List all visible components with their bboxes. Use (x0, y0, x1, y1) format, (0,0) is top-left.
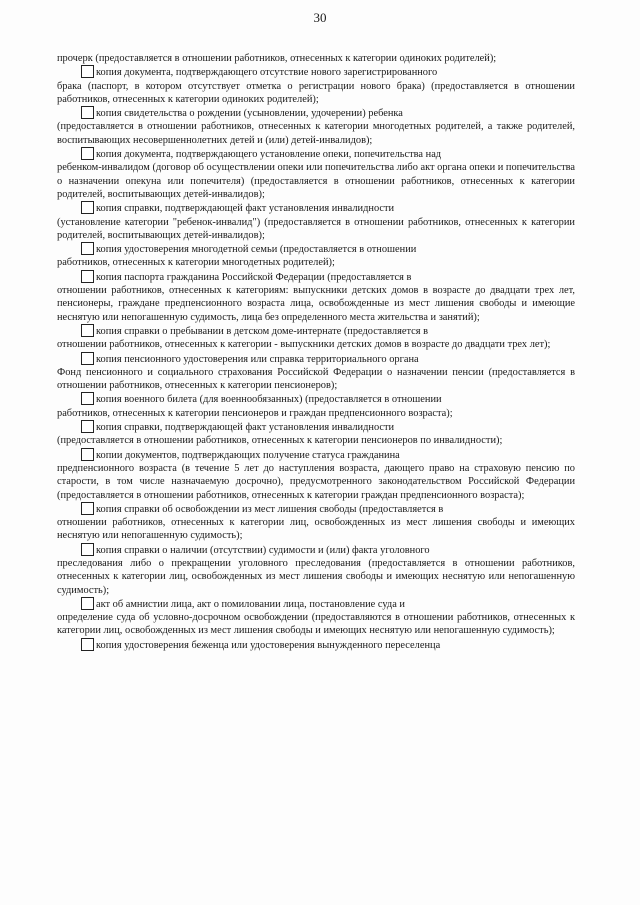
checkbox[interactable] (81, 420, 94, 433)
item-continuation: предпенсионного возраста (в течение 5 лет до наступления возраста, дающего право на страховую пенсию по старости, в том числе назначаемую досрочно), предусмотренного законодательством Российской Федерации (предоставляется в отношении работников, отнесенных к категории граждан предпенсионного возраста); (57, 462, 575, 501)
checklist-item (57, 270, 575, 324)
item-continuation: (предоставляется в отношении работников, отнесенных к категории пенсионеров по инвалидности); (57, 435, 503, 447)
item-continuation: работников, отнесенных к категории многодетных родителей); (57, 257, 335, 269)
checklist-item (57, 448, 575, 502)
checklist-item (57, 352, 575, 393)
checkbox[interactable] (81, 543, 94, 556)
checkbox[interactable] (81, 597, 94, 610)
item-continuation: брака (паспорт, в котором отсутствует отметка о регистрации нового брака) (предоставляется в отношении работников, отнесенных к категории одиноких родителей); (57, 80, 575, 105)
checklist-item (57, 65, 575, 106)
item-first-line: копия справки о наличии (отсутствии) судимости и (или) факта уголовного (96, 544, 430, 556)
checklist-item (57, 106, 575, 147)
item-first-line: копия военного билета (для военнообязанных) (предоставляется в отношении (96, 394, 442, 406)
checkbox[interactable] (81, 65, 94, 78)
checkbox[interactable] (81, 638, 94, 651)
checklist-item (57, 543, 575, 597)
checkbox[interactable] (81, 242, 94, 255)
checkbox[interactable] (81, 448, 94, 461)
page-number: 30 (313, 10, 327, 25)
checklist-item (57, 392, 575, 420)
checkbox[interactable] (81, 502, 94, 515)
item-first-line: акт об амнистии лица, акт о помиловании лица, постановление суда и (96, 598, 405, 610)
item-first-line: копия паспорта гражданина Российской Федерации (предоставляется в (96, 271, 412, 283)
intro-paragraph: прочерк (предоставляется в отношении работников, отнесенных к категории одиноких родителей); (57, 53, 497, 64)
item-first-line: копия справки об освобождении из мест лишения свободы (предоставляется в (96, 503, 444, 515)
checkbox[interactable] (81, 106, 94, 119)
checklist-item (57, 597, 575, 638)
item-continuation: ребенком-инвалидом (договор об осуществлении опеки или попечительства либо акт органа опеки и попечительства о назначении опекуна или попечителя) (предоставляется в отношении работников, отнесенных к категории родителей, воспитывающих детей-инвалидов); (57, 162, 575, 200)
checkbox[interactable] (81, 147, 94, 160)
checkbox[interactable] (81, 270, 94, 283)
item-continuation: преследования либо о прекращении уголовного преследования (предоставляется в отношении работников, отнесенных к категории лиц, освобожденных из мест лишения свободы и имеющих неснятую или непогашенную судимость); (57, 557, 575, 596)
item-first-line: копия свидетельства о рождении (усыновлении, удочерении) ребенка (96, 108, 403, 120)
checkbox[interactable] (81, 392, 94, 405)
item-first-line: копия пенсионного удостоверения или справка территориального органа (96, 353, 419, 365)
item-first-line: копия справки, подтверждающей факт установления инвалидности (96, 422, 395, 434)
item-continuation: (установление категории "ребенок-инвалид") (предоставляется в отношении работников, отнесенных к категории родителей, воспитывающих детей-инвалидов); (57, 216, 575, 241)
item-continuation: работников, отнесенных к категории пенсионеров и граждан предпенсионного возраста); (57, 407, 453, 419)
item-first-line: копия удостоверения беженца или удостоверения вынужденного переселенца (96, 639, 441, 651)
item-first-line: копии документов, подтверждающих получение статуса гражданина (96, 449, 400, 461)
checkbox[interactable] (81, 324, 94, 337)
item-continuation: (предоставляется в отношении работников, отнесенных к категории многодетных родителей, а также родителей, воспитывающих несовершеннолетних детей и (или) детей-инвалидов); (57, 121, 575, 146)
item-continuation: Фонд пенсионного и социального страхования Российской Федерации о назначении пенсии (предоставляется в отношении работников, отнесенных к категории пенсионеров); (57, 366, 575, 392)
item-first-line: копия удостоверения многодетной семьи (предоставляется в отношении (96, 244, 417, 256)
checklist-item (57, 638, 575, 652)
checklist-item (57, 502, 575, 543)
checklist-item (57, 420, 575, 448)
item-continuation: отношении работников, отнесенных к категориям: выпускники детских домов в возрасте до двадцати трех лет, пенсионеры, граждане предпенсионного возраста лица, освобожденные из мест лишения свободы и имеющие неснятую или непогашенную судимость, лица без определенного места жительства и занятий); (57, 285, 575, 323)
item-continuation: определение суда об условно-досрочном освобождении (предоставляются в отношении работников, отнесенных к категории лиц, освобожденных из мест лишения свободы и имеющих неснятую или непогашенную судимость); (57, 612, 575, 637)
checklist-item (57, 242, 575, 270)
item-first-line: копия справки, подтверждающей факт установления инвалидности (96, 203, 395, 215)
item-first-line: копия документа, подтверждающего отсутствие нового зарегистрированного (96, 67, 438, 79)
checkbox[interactable] (81, 352, 94, 365)
item-first-line: копия справки о пребывании в детском доме-интернате (предоставляется в (96, 325, 429, 337)
item-first-line: копия документа, подтверждающего установление опеки, попечительства над (96, 149, 442, 161)
document-body (57, 52, 575, 652)
item-continuation: отношении работников, отнесенных к категории лиц, освобожденных из мест лишения свободы и имеющих неснятую или непогашенную судимость); (57, 517, 575, 542)
item-continuation: отношении работников, отнесенных к категории - выпускники детских домов в возрасте до двадцати трех лет); (57, 339, 551, 351)
checklist (57, 65, 575, 652)
checkbox[interactable] (81, 201, 94, 214)
checklist-item (57, 201, 575, 242)
checklist-item (57, 324, 575, 352)
checklist-item (57, 147, 575, 201)
